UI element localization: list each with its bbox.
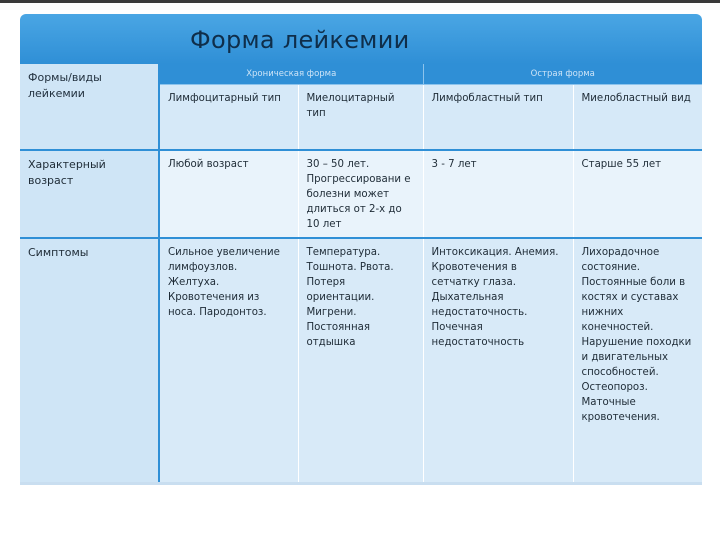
corner-header: Формы/виды лейкемии (20, 64, 159, 150)
leukemia-table (20, 64, 702, 482)
row-header-symptoms: Симптомы (20, 238, 159, 482)
table-row-symptoms (20, 238, 702, 482)
group-header-chronic: Хроническая форма (159, 64, 423, 85)
subheader-lymphoblastic: Лимфобластный тип (423, 85, 573, 151)
table-cell: Интоксикация. Анемия. Кровотечения в сетчатку глаза. Дыхательная недостаточность. Почечная недостаточность (423, 238, 573, 482)
table-cell: Любой возраст (159, 150, 298, 238)
row-header-age: Характерный возраст (20, 150, 159, 238)
table-cell: 3 - 7 лет (423, 150, 573, 238)
subheader-lymphocytic: Лимфоцитарный тип (159, 85, 298, 151)
slide-top-border (0, 0, 720, 3)
table-bottom-border (20, 482, 702, 485)
subheader-myeloblastic: Миелобластный вид (573, 85, 702, 151)
table-cell: Старше 55 лет (573, 150, 702, 238)
group-header-acute: Острая форма (423, 64, 702, 85)
title-bar (20, 14, 702, 64)
table-cell: 30 – 50 лет. Прогрессировани е болезни может длиться от 2-х до 10 лет (298, 150, 423, 238)
table-row-age (20, 150, 702, 238)
table-cell: Температура. Тошнота. Рвота. Потеря ориентации. Мигрени. Постоянная отдышка (298, 238, 423, 482)
group-header-row (20, 64, 702, 85)
slide-title: Форма лейкемии (190, 26, 410, 54)
table-cell: Сильное увеличение лимфоузлов. Желтуха. Кровотечения из носа. Пародонтоз. (159, 238, 298, 482)
subheader-myelocytic: Миелоцитарный тип (298, 85, 423, 151)
table-cell: Лихорадочное состояние. Постоянные боли в костях и суставах нижних конечностей. Нарушение походки и двигательных способностей. Остеопороз. Маточные кровотечения. (573, 238, 702, 482)
